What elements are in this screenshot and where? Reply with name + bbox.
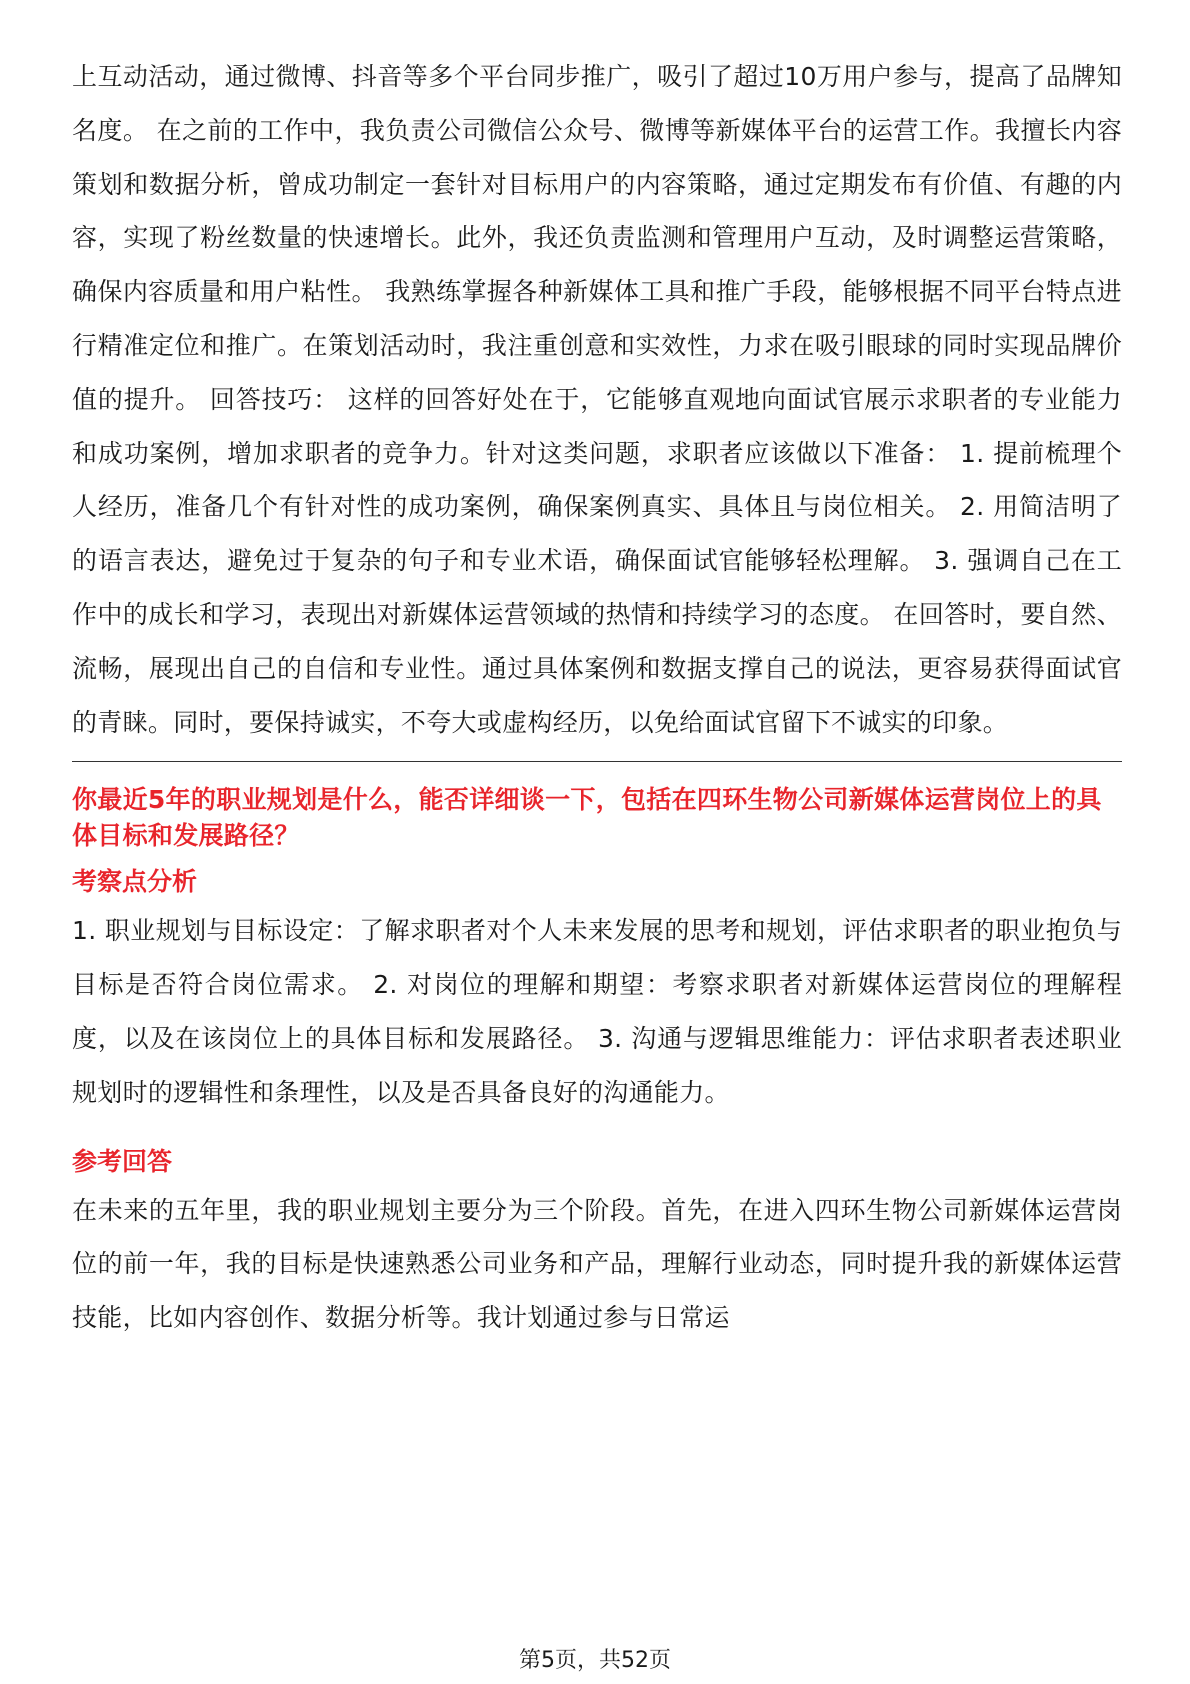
section-divider — [72, 761, 1122, 762]
reference-answer-heading: 参考回答 — [72, 1146, 173, 1176]
page-content — [72, 50, 1122, 1345]
interview-question: 你最近5年的职业规划是什么，能否详细谈一下，包括在四环生物公司新媒体运营岗位上的具体目标和发展路径？ — [72, 785, 1102, 851]
continued-answer-paragraph: 上互动活动，通过微博、抖音等多个平台同步推广，吸引了超过10万用户参与，提高了品牌知名度。 在之前的工作中，我负责公司微信公众号、微博等新媒体平台的运营工作。我擅长内容策划和数据分析，曾成功制定一套针对目标用户的内容策略，通过定期发布有价值、有趣的内容，实现了粉丝数量的快速增长。此外，我还负责监测和管理用户互动，及时调整运营策略，确保内容质量和用户粘性。 我熟练掌握各种新媒体工具和推广手段，能够根据不同平台特点进行精准定位和推广。在策划活动时，我注重创意和实效性，力求在吸引眼球的同时实现品牌价值的提升。 回答技巧： 这样的回答好处在于，它能够直观地向面试官展示求职者的专业能力和成功案例，增加求职者的竞争力。针对这类问题，求职者应该做以下准备： 1. 提前梳理个人经历，准备几个有针对性的成功案例，确保案例真实、具体且与岗位相关。 2. 用简洁明了的语言表达，避免过于复杂的句子和专业术语，确保面试官能够轻松理解。 3. 强调自己在工作中的成长和学习，表现出对新媒体运营领域的热情和持续学习的态度。 在回答时，要自然、流畅，展现出自己的自信和专业性。通过具体案例和数据支撑自己的说法，更容易获得面试官的青睐。同时，要保持诚实，不夸大或虚构经历，以免给面试官留下不诚实的印象。 — [72, 62, 1122, 737]
analysis-heading: 考察点分析 — [72, 867, 198, 897]
reference-answer-paragraph: 在未来的五年里，我的职业规划主要分为三个阶段。首先，在进入四环生物公司新媒体运营岗位的前一年，我的目标是快速熟悉公司业务和产品，理解行业动态，同时提升我的新媒体运营技能，比如内容创作、数据分析等。我计划通过参与日常运 — [72, 1195, 1122, 1333]
analysis-paragraph: 1. 职业规划与目标设定：了解求职者对个人未来发展的思考和规划，评估求职者的职业抱负与目标是否符合岗位需求。 2. 对岗位的理解和期望：考察求职者对新媒体运营岗位的理解程度，以及在该岗位上的具体目标和发展路径。 3. 沟通与逻辑思维能力：评估求职者表述职业规划时的逻辑性和条理性，以及是否具备良好的沟通能力。 — [72, 916, 1122, 1107]
page-number-footer: 第5页，共52页 — [519, 1648, 671, 1673]
